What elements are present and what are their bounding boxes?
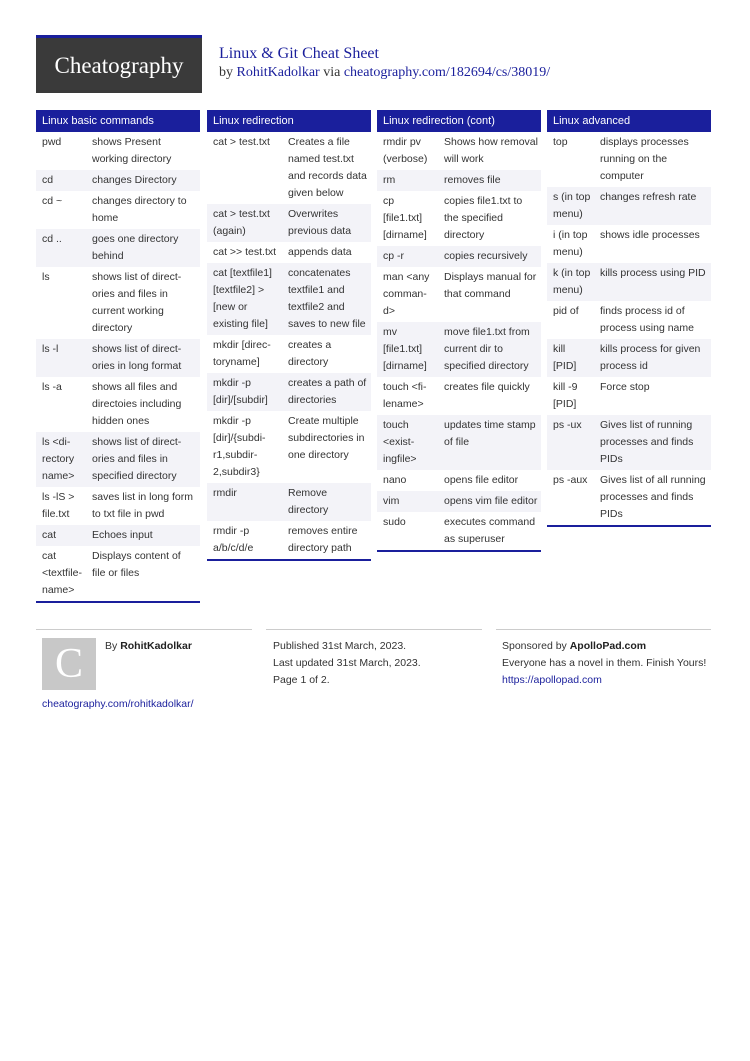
table-row	[207, 242, 371, 263]
footer-dates	[273, 638, 421, 689]
section-title: Linux redirection	[207, 110, 371, 132]
description-cell: displays processes running on the computer	[600, 136, 689, 182]
footer-author	[105, 638, 192, 655]
table-row	[207, 411, 371, 483]
table-row	[377, 132, 541, 170]
section-linux-redirection-cont	[377, 110, 541, 552]
command-cell: ls <directory name>	[36, 432, 86, 487]
description-cell: Displays manual for that command	[444, 271, 537, 300]
command-cell: ls	[42, 271, 50, 283]
footer-author-link[interactable]: RohitKadolkar	[120, 640, 192, 652]
table-row	[36, 339, 200, 377]
description-cell: move file1.txt from current dir to specified directory	[438, 322, 541, 377]
table-row	[36, 267, 200, 339]
page-title: Linux & Git Cheat Sheet	[219, 45, 379, 62]
command-cell: cat	[36, 525, 86, 546]
table-row	[36, 377, 200, 432]
command-table	[377, 132, 541, 550]
section-linux-redirection	[207, 110, 371, 561]
sheet-url-link[interactable]: cheatography.com/182694/cs/38019/	[343, 65, 551, 80]
command-cell: touch <existingfile>	[377, 415, 438, 470]
table-row	[377, 491, 541, 512]
byline-via: via	[323, 65, 341, 80]
sponsored-by: Sponsored by	[502, 640, 567, 652]
footer-divider	[36, 629, 252, 630]
table-row	[207, 263, 371, 335]
command-cell: mv [file1.txt] [dirname]	[377, 322, 438, 377]
byline-by: by	[219, 65, 233, 80]
table-row	[547, 263, 711, 301]
table-row	[377, 470, 541, 491]
section-title: Linux redirection (cont)	[377, 110, 541, 132]
description-cell: copies recursively	[438, 246, 541, 267]
command-cell: ps -aux	[553, 474, 588, 486]
command-cell: cp -r	[377, 246, 438, 267]
description-cell: changes Directory	[86, 170, 200, 191]
command-table	[207, 132, 371, 559]
command-cell: cat [textfile1] [textfile2] > [new or existing file]	[207, 263, 282, 335]
table-row	[207, 204, 371, 242]
description-cell: copies file1.txt to the specified directory	[444, 195, 523, 241]
command-cell: i (in top menu)	[553, 229, 588, 258]
section-linux-basic-commands	[36, 110, 200, 603]
command-cell: pid of	[553, 305, 579, 317]
description-cell: Echoes input	[86, 525, 200, 546]
description-cell: Shows how removal will work	[444, 136, 538, 165]
description-cell: opens file editor	[444, 474, 519, 486]
description-cell: kills process for given process id	[594, 339, 711, 377]
table-row	[377, 191, 541, 246]
table-row	[547, 377, 711, 415]
command-cell: kill [PID]	[547, 339, 594, 377]
sponsor-name[interactable]: ApolloPad.com	[569, 640, 647, 652]
table-row	[547, 187, 711, 225]
table-row	[377, 512, 541, 550]
footer-divider	[266, 629, 482, 630]
command-cell: man <any command>	[383, 271, 430, 317]
command-table	[547, 132, 711, 525]
footer-profile-url[interactable]	[42, 696, 194, 713]
table-row	[207, 132, 371, 204]
description-cell: Remove directory	[282, 483, 371, 521]
description-cell: shows all files and directoies including hidden ones	[92, 381, 182, 427]
sponsor-url-link[interactable]: https://apollopad.com	[502, 674, 602, 686]
description-cell: removes entire directory path	[288, 525, 358, 554]
command-cell: rm	[377, 170, 438, 191]
command-cell: touch <filename>	[383, 381, 427, 410]
command-cell: k (in top menu)	[547, 263, 594, 301]
author-link[interactable]: RohitKadolkar	[236, 65, 320, 80]
command-cell: top	[553, 136, 568, 148]
description-cell: shows list of directories and files in specified directory	[86, 432, 200, 487]
footer-divider	[496, 629, 711, 630]
sponsor-line	[502, 638, 707, 655]
command-cell: cat > test.txt	[213, 136, 270, 148]
description-cell: shows Present working directory	[92, 136, 172, 165]
description-cell: opens vim file editor	[438, 491, 541, 512]
command-cell: cd ~	[42, 195, 63, 207]
command-cell: ls -l	[36, 339, 86, 377]
command-cell: rmdir pv (verbose)	[383, 136, 428, 165]
table-row	[547, 132, 711, 187]
description-cell: finds process id of process using name	[600, 305, 694, 334]
description-cell: saves list in long form to txt file in pwd	[92, 491, 193, 520]
description-cell: Create multiple subdirectories in one directory	[288, 415, 365, 461]
command-cell: ls -lS > file.txt	[42, 491, 75, 520]
table-row	[547, 339, 711, 377]
description-cell: Overwrites previous data	[282, 204, 371, 242]
table-row	[377, 415, 541, 470]
table-row	[547, 415, 711, 470]
table-row	[36, 132, 200, 170]
table-row	[36, 487, 200, 525]
command-cell: mkdir -p [dir]/[subdir]	[207, 373, 282, 411]
footer-by: By	[105, 640, 118, 652]
description-cell: creates a directory	[288, 339, 332, 368]
command-cell: cat <textfilename>	[42, 550, 82, 596]
description-cell: changes directory to home	[92, 195, 187, 224]
command-cell: cd	[36, 170, 86, 191]
description-cell: changes refresh rate	[594, 187, 711, 225]
table-row	[377, 322, 541, 377]
description-cell: Gives list of running processes and finds PIDs	[594, 415, 711, 470]
page-number: Page 1 of 2.	[273, 674, 330, 686]
command-cell: cp [file1.txt] [dirname]	[383, 195, 427, 241]
description-cell: Displays content of file or files	[92, 550, 181, 579]
table-row	[36, 229, 200, 267]
table-row	[207, 335, 371, 373]
footer-sponsor	[502, 638, 707, 689]
description-cell: shows idle processes	[600, 229, 700, 241]
command-cell: cat >> test.txt	[213, 246, 277, 258]
author-avatar[interactable]: C	[42, 638, 96, 690]
description-cell: shows list of directories and files in current working directory	[92, 271, 182, 334]
table-row	[377, 267, 541, 322]
table-row	[547, 470, 711, 525]
table-row	[377, 170, 541, 191]
sponsor-tagline: Everyone has a novel in them. Finish Yours!	[502, 657, 707, 669]
command-cell: ps -ux	[547, 415, 594, 470]
command-cell: mkdir -p [dir]/{subdir1,subdir2,subdir3}	[213, 415, 266, 478]
description-cell: executes command as superuser	[444, 516, 536, 545]
command-table	[36, 132, 200, 601]
command-cell: kill -9 [PID]	[553, 381, 578, 410]
table-row	[36, 191, 200, 229]
command-cell: cat > test.txt (again)	[207, 204, 282, 242]
section-title: Linux advanced	[547, 110, 711, 132]
table-row	[36, 546, 200, 601]
command-cell: ls -a	[42, 381, 62, 393]
description-cell: goes one directory behind	[86, 229, 200, 267]
description-cell: concatenates textfile1 and textfile2 and saves to new file	[282, 263, 371, 335]
command-cell: nano	[383, 474, 407, 486]
section-linux-advanced	[547, 110, 711, 527]
table-row	[207, 483, 371, 521]
command-cell: s (in top menu)	[547, 187, 594, 225]
description-cell: removes file	[438, 170, 541, 191]
description-cell: Creates a file named test.txt and records data given below	[288, 136, 367, 199]
published-date: Published 31st March, 2023.	[273, 640, 407, 652]
command-cell: rmdir -p a/b/c/d/e	[213, 525, 254, 554]
description-cell: updates time stamp of file	[438, 415, 541, 470]
table-row	[547, 225, 711, 263]
command-cell: vim	[377, 491, 438, 512]
byline	[219, 65, 550, 81]
updated-date: Last updated 31st March, 2023.	[273, 657, 421, 669]
table-row	[377, 377, 541, 415]
command-cell: mkdir [directoryname]	[213, 339, 271, 368]
table-row	[36, 170, 200, 191]
command-cell: cd ..	[36, 229, 86, 267]
profile-link[interactable]: cheatography.com/rohitkadolkar/	[42, 698, 194, 710]
description-cell: shows list of directories in long format	[86, 339, 200, 377]
table-row	[207, 521, 371, 559]
description-cell: Force stop	[600, 381, 650, 393]
table-row	[207, 373, 371, 411]
command-cell: sudo	[383, 516, 406, 528]
description-cell: kills process using PID	[594, 263, 711, 301]
description-cell: appends data	[288, 246, 352, 258]
table-row	[377, 246, 541, 267]
table-row	[547, 301, 711, 339]
command-cell: pwd	[42, 136, 62, 148]
table-row	[36, 525, 200, 546]
description-cell: creates a path of directories	[282, 373, 371, 411]
command-cell: rmdir	[207, 483, 282, 521]
description-cell: creates file quickly	[444, 381, 530, 393]
section-title: Linux basic commands	[36, 110, 200, 132]
table-row	[36, 432, 200, 487]
description-cell: Gives list of all running processes and finds PIDs	[600, 474, 706, 520]
cheatography-logo[interactable]: Cheatography	[36, 35, 202, 93]
